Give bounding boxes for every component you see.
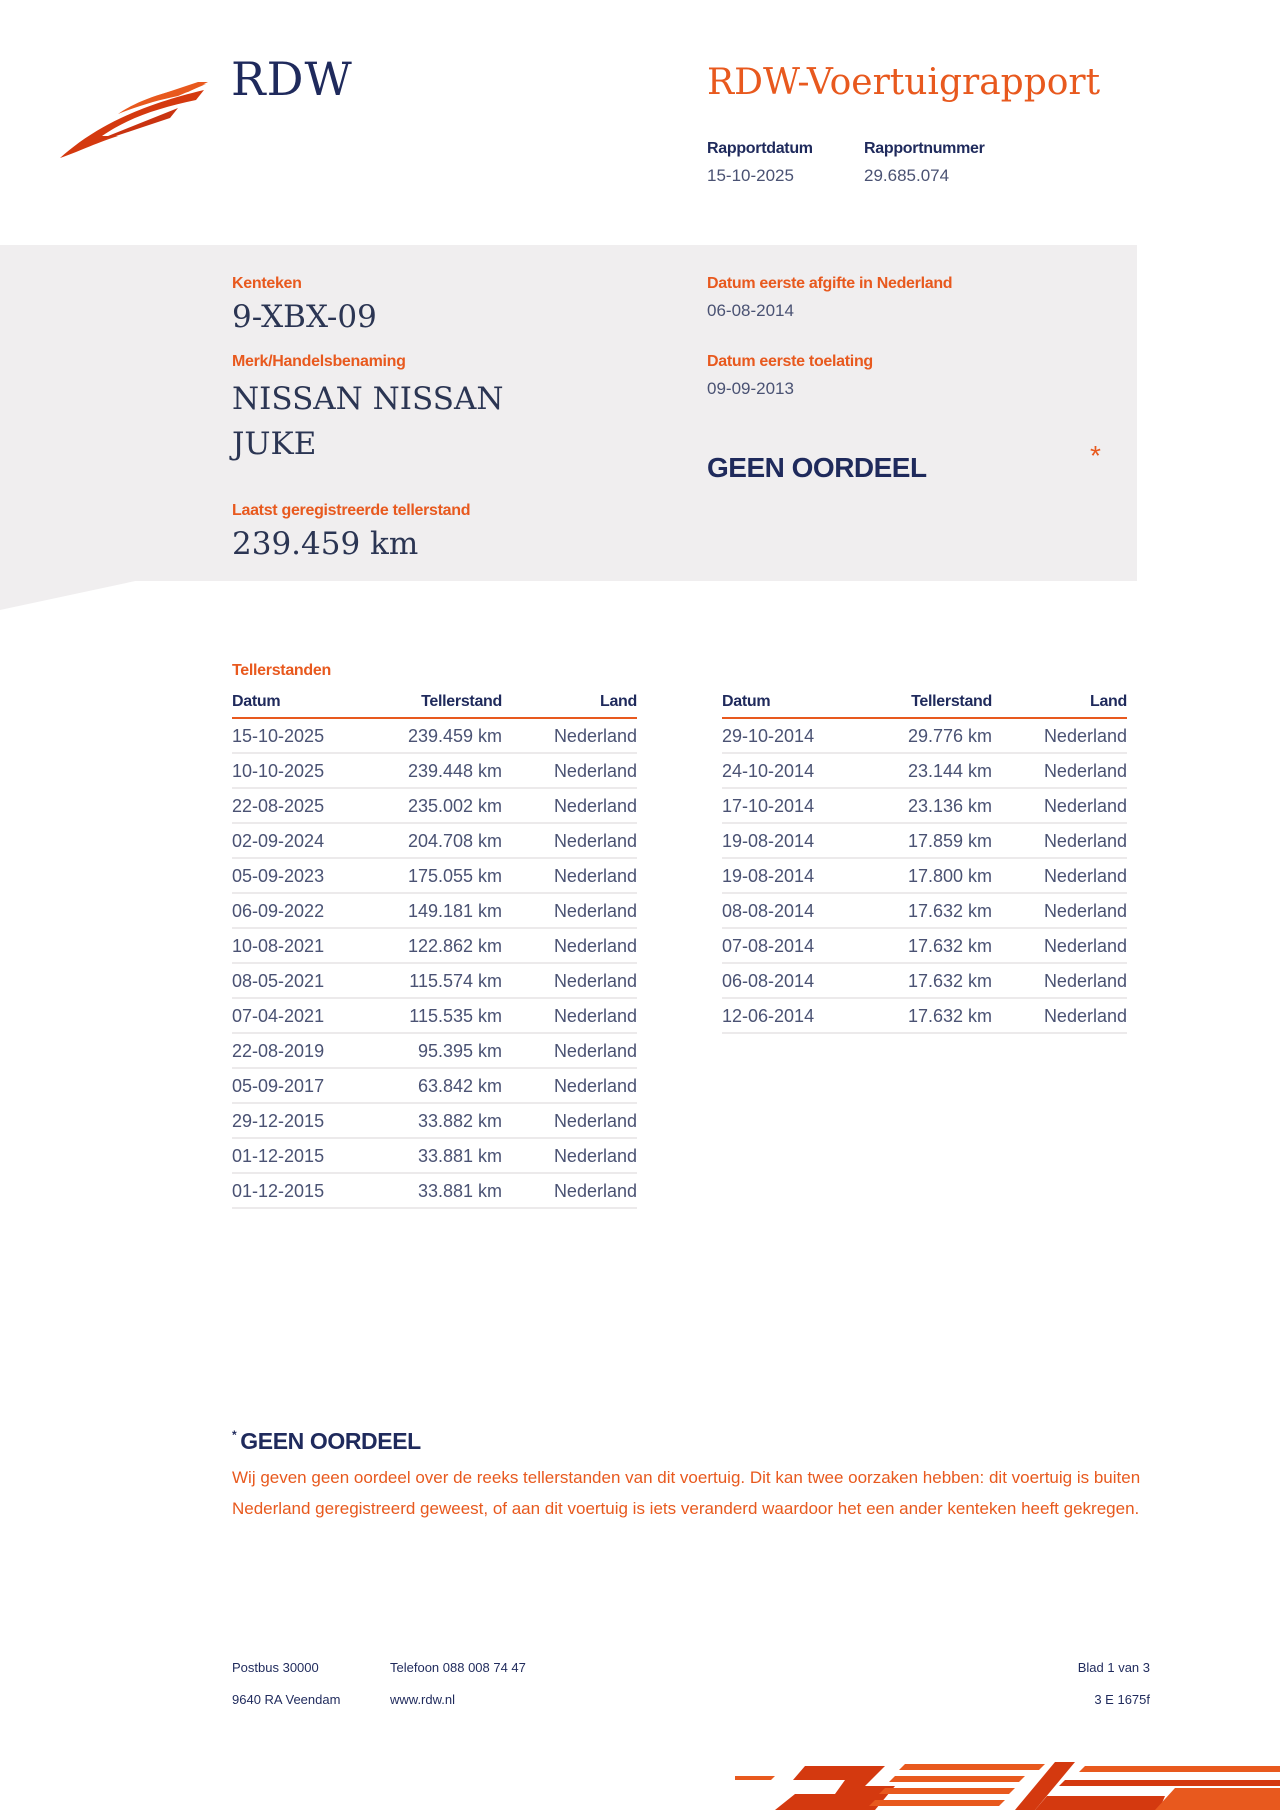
cell-odometer: 122.862 km	[367, 928, 502, 963]
plate-value: 9-XBX-09	[232, 299, 377, 335]
plate-label: Kenteken	[232, 275, 302, 292]
cell-date: 22-08-2025	[232, 788, 367, 823]
brand-name: RDW	[231, 52, 353, 106]
table-row	[232, 1068, 637, 1103]
odometer-value: 239.459 km	[232, 526, 419, 562]
table-row	[232, 998, 637, 1033]
odometer-label: Laatst geregistreerde tellerstand	[232, 502, 471, 519]
cell-country: Nederland	[992, 998, 1127, 1033]
cell-odometer: 235.002 km	[367, 788, 502, 823]
panel-tail-decoration	[0, 580, 140, 610]
make-field	[232, 353, 503, 467]
cell-date: 29-10-2014	[722, 718, 857, 753]
cell-odometer: 23.136 km	[857, 788, 992, 823]
table-header-row	[722, 690, 1127, 718]
odometer-field	[232, 502, 470, 567]
column-header-country: Land	[992, 690, 1127, 718]
cell-country: Nederland	[502, 1138, 637, 1173]
table-row	[722, 718, 1127, 753]
cell-country: Nederland	[502, 823, 637, 858]
cell-country: Nederland	[502, 1103, 637, 1138]
cell-date: 19-08-2014	[722, 858, 857, 893]
footer-page-number: Blad 1 van 3	[1077, 1660, 1150, 1675]
cell-odometer: 149.181 km	[367, 893, 502, 928]
cell-odometer: 17.632 km	[857, 963, 992, 998]
make-value-line2: JUKE	[232, 426, 317, 462]
nl-date-field	[707, 275, 952, 321]
readings-table-right	[722, 690, 1127, 1034]
cell-odometer: 33.882 km	[367, 1103, 502, 1138]
cell-country: Nederland	[502, 1173, 637, 1208]
table-row	[722, 998, 1127, 1033]
cell-odometer: 175.055 km	[367, 858, 502, 893]
cell-date: 19-08-2014	[722, 823, 857, 858]
cell-country: Nederland	[992, 928, 1127, 963]
first-admission-label: Datum eerste toelating	[707, 353, 873, 370]
cell-date: 07-08-2014	[722, 928, 857, 963]
table-row	[232, 1138, 637, 1173]
cell-date: 07-04-2021	[232, 998, 367, 1033]
report-number-label: Rapportnummer	[864, 140, 985, 157]
make-value-line1: NISSAN NISSAN	[232, 381, 504, 417]
cell-odometer: 33.881 km	[367, 1138, 502, 1173]
note-title-text: GEEN OORDEEL	[240, 1428, 421, 1454]
vehicle-summary-panel	[0, 245, 1137, 581]
cell-country: Nederland	[502, 998, 637, 1033]
report-number-block	[864, 140, 985, 186]
cell-date: 01-12-2015	[232, 1173, 367, 1208]
cell-odometer: 204.708 km	[367, 823, 502, 858]
footer-code: 3 E 1675f	[1094, 1692, 1150, 1707]
cell-date: 05-09-2023	[232, 858, 367, 893]
cell-date: 22-08-2019	[232, 1033, 367, 1068]
table-row	[232, 1103, 637, 1138]
footer-website[interactable]: www.rdw.nl	[390, 1692, 456, 1707]
cell-date: 24-10-2014	[722, 753, 857, 788]
cell-date: 17-10-2014	[722, 788, 857, 823]
table-row	[232, 718, 637, 753]
readings-table-left	[232, 690, 637, 1209]
cell-country: Nederland	[502, 963, 637, 998]
cell-country: Nederland	[502, 858, 637, 893]
column-header-odometer: Tellerstand	[367, 690, 502, 718]
cell-date: 08-08-2014	[722, 893, 857, 928]
readings-title: Tellerstanden	[232, 662, 331, 679]
table-row	[722, 893, 1127, 928]
table-header-row	[232, 690, 637, 718]
cell-date: 08-05-2021	[232, 963, 367, 998]
report-date-block	[707, 140, 813, 186]
cell-odometer: 95.395 km	[367, 1033, 502, 1068]
cell-odometer: 33.881 km	[367, 1173, 502, 1208]
table-row	[722, 823, 1127, 858]
verdict-marker: *	[1090, 440, 1101, 471]
cell-odometer: 17.859 km	[857, 823, 992, 858]
table-row	[232, 858, 637, 893]
rdw-logo-icon	[58, 78, 208, 164]
table-row	[722, 788, 1127, 823]
nl-date-label: Datum eerste afgifte in Nederland	[707, 275, 953, 292]
cell-odometer: 115.574 km	[367, 963, 502, 998]
table-row	[232, 788, 637, 823]
note-text: Wij geven geen oordeel over de reeks tellerstanden van dit voertuig. Dit kan twee oorzaken hebben: dit voertuig is buiten Nederland geregistreerd geweest, of aan dit voertuig is iets veranderd waardoor het een ander kenteken heeft gekregen.	[232, 1468, 1141, 1518]
cell-odometer: 23.144 km	[857, 753, 992, 788]
nl-date-value: 06-08-2014	[707, 301, 794, 320]
cell-odometer: 63.842 km	[367, 1068, 502, 1103]
rdw-stripes-decoration-icon	[735, 1758, 1280, 1810]
cell-country: Nederland	[992, 893, 1127, 928]
table-row	[722, 753, 1127, 788]
cell-date: 10-10-2025	[232, 753, 367, 788]
cell-country: Nederland	[502, 893, 637, 928]
note-title	[232, 1428, 421, 1455]
table-row	[722, 928, 1127, 963]
table-row	[232, 823, 637, 858]
cell-country: Nederland	[992, 963, 1127, 998]
cell-date: 10-08-2021	[232, 928, 367, 963]
cell-country: Nederland	[502, 718, 637, 753]
cell-odometer: 239.448 km	[367, 753, 502, 788]
cell-country: Nederland	[502, 1033, 637, 1068]
footer-address: 9640 RA Veendam	[232, 1692, 341, 1707]
make-label: Merk/Handelsbenaming	[232, 353, 406, 370]
cell-date: 01-12-2015	[232, 1138, 367, 1173]
cell-date: 29-12-2015	[232, 1103, 367, 1138]
cell-country: Nederland	[992, 788, 1127, 823]
cell-date: 06-08-2014	[722, 963, 857, 998]
cell-odometer: 239.459 km	[367, 718, 502, 753]
table-row	[232, 893, 637, 928]
table-row	[232, 1033, 637, 1068]
cell-odometer: 17.632 km	[857, 998, 992, 1033]
table-row	[232, 753, 637, 788]
cell-date: 06-09-2022	[232, 893, 367, 928]
cell-date: 02-09-2024	[232, 823, 367, 858]
cell-country: Nederland	[502, 753, 637, 788]
cell-country: Nederland	[992, 718, 1127, 753]
plate-field	[232, 275, 377, 340]
report-date-label: Rapportdatum	[707, 140, 813, 157]
cell-odometer: 115.535 km	[367, 998, 502, 1033]
cell-country: Nederland	[502, 788, 637, 823]
cell-country: Nederland	[992, 823, 1127, 858]
cell-country: Nederland	[992, 858, 1127, 893]
cell-odometer: 29.776 km	[857, 718, 992, 753]
cell-country: Nederland	[502, 1068, 637, 1103]
table-row	[232, 963, 637, 998]
report-title: RDW-Voertuigrapport	[707, 62, 1101, 103]
cell-odometer: 17.632 km	[857, 928, 992, 963]
cell-date: 12-06-2014	[722, 998, 857, 1033]
table-row	[722, 963, 1127, 998]
footer-phone: Telefoon 088 008 74 47	[390, 1660, 526, 1675]
table-row	[232, 928, 637, 963]
cell-country: Nederland	[502, 928, 637, 963]
column-header-date: Datum	[722, 690, 857, 718]
table-row	[722, 858, 1127, 893]
cell-odometer: 17.800 km	[857, 858, 992, 893]
note-marker: *	[232, 1428, 237, 1442]
verdict-text: GEEN OORDEEL	[707, 452, 927, 483]
cell-date: 05-09-2017	[232, 1068, 367, 1103]
column-header-odometer: Tellerstand	[857, 690, 992, 718]
cell-odometer: 17.632 km	[857, 893, 992, 928]
report-date-value: 15-10-2025	[707, 166, 794, 185]
column-header-country: Land	[502, 690, 637, 718]
report-number-value: 29.685.074	[864, 166, 950, 185]
cell-date: 15-10-2025	[232, 718, 367, 753]
footer-postbus: Postbus 30000	[232, 1660, 319, 1675]
column-header-date: Datum	[232, 690, 367, 718]
first-admission-field	[707, 353, 873, 399]
cell-country: Nederland	[992, 753, 1127, 788]
table-row	[232, 1173, 637, 1208]
first-admission-value: 09-09-2013	[707, 379, 794, 398]
